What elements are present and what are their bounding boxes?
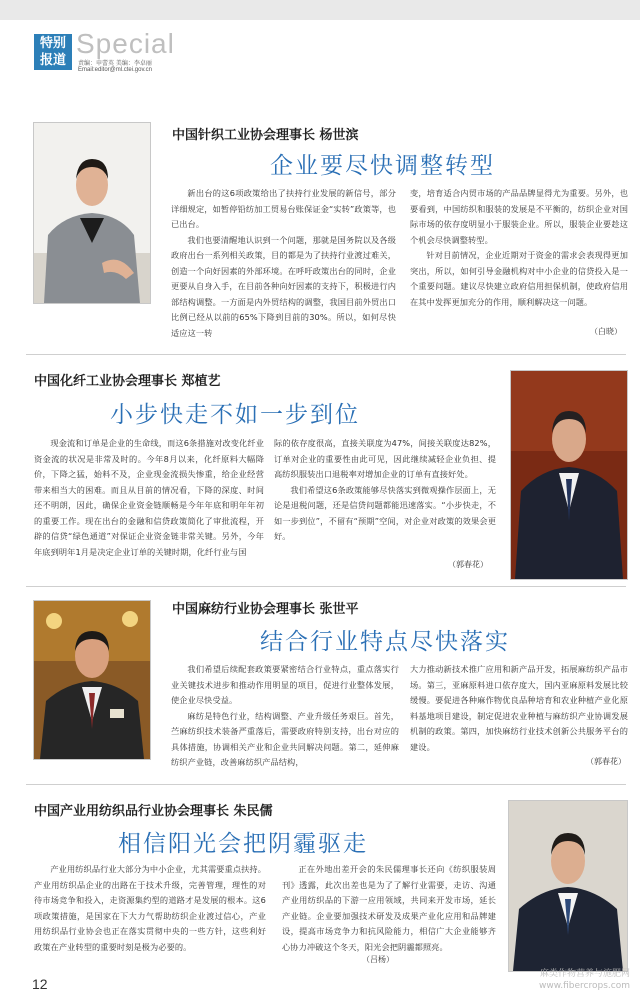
editor-email: Email:editor@ml.ctei.gov.cn: [78, 67, 153, 73]
article-headline: 结合行业特点尽快落实: [260, 629, 510, 655]
article-column-2: [282, 862, 496, 955]
paragraph: 针对目前情况，企业近期对于资金的需求会表现得更加突出，所以，如何引导金融机构对中小企业的信贷投入是一个重要问题。建议尽快建立政府信用担保机制，使政府信用在其中发挥更加充分的作用，顺利解决这一问题。: [410, 250, 628, 307]
speaker-title: 中国麻纺行业协会理事长 张世平: [172, 602, 359, 617]
article-column-1: [34, 862, 266, 955]
badge-line-2: 报道: [39, 53, 66, 68]
article-column-1: [171, 662, 399, 771]
watermark-url: www.fibercrops.com: [539, 981, 630, 991]
paragraph: 我们也要清醒地认识到一个问题，那就是国务院以及各级政府出台一系列相关政策，目的都是为了扶持行业渡过难关，创造一个向好因素的外部环境。在呼吁政策出台的同时，企业更要从自身入手，在目前各种向好因素的支持下，积极进行内部结构调整。一方面是内外贸结构的调整，我国目前外贸出口比例已经从以前的65%下降到目前的30%。所以，如何尽快适应这一转: [171, 234, 396, 338]
author-signature: （白晓）: [590, 327, 622, 336]
section-title-english: Special: [76, 28, 175, 59]
article-column-2: [274, 436, 496, 545]
site-watermark: [539, 968, 630, 992]
paragraph: 变，培育适合内贸市场的产品品牌显得尤为重要。另外，也要看到，中国纺织和服装的发展是不平衡的，纺织企业对国际市场的依存度明显小于服装企业。所以，服装企业要趁这个机会尽快调整转型。: [410, 188, 628, 245]
article-column-1: [34, 436, 264, 560]
author-signature: （郭春花）: [586, 757, 626, 766]
article-headline: 相信阳光会把阴霾驱走: [118, 831, 368, 857]
section-divider: [26, 354, 626, 355]
paragraph: 产业用纺织品行业大部分为中小企业，尤其需要重点扶持。产业用纺织品企业的出路在于技术升级，完善管理，理性的对待市场竞争和投入，走资源集约型的道路才是发展的根本。这6项政策措施，是国家在下大力气帮助纺织企业渡过信心，产业用纺织品行业协会也正在落实贯彻中央的一些方针，这些利好政策在产业转型的重要时刻是极为必要的。: [34, 864, 266, 952]
page-number: 12: [32, 976, 48, 992]
portrait-photo: [33, 600, 151, 760]
paragraph: 现金流和订单是企业的生命线，而这6条措施对改变化纤业资金流的状况是非常及时的。今年8月以来，化纤原料大幅降价，下降之猛，始料不及，企业现金流损失惨重，给企业经营带来相当大的困难。而且从目前的情况看，下降的深度、时间还不明朗，因此，确保企业资金链顺畅是今年年底和明年年初的重要工作。现在出台的金融和信贷政策简化了审批流程，开辟的信贷“绿色通道”对保证企业资金链非常关键。另外，今年年底到明年1月是决定企业订单的关键时期，化纤行业与国: [34, 438, 264, 557]
portrait-photo: [33, 122, 151, 304]
article-column-1: [171, 186, 396, 341]
paragraph: 我们希望后续配套政策要紧密结合行业特点，重点落实行业关键技术进步和推动作用明显的项目，促进行业整体发展，使企业尽快受益。: [171, 664, 399, 705]
paragraph: 我们希望这6条政策能够尽快落实到微观操作层面上，无论是退税问题，还是信贷问题都能迅速落实。“小步快走，不如一步到位”，不留有“预期”空间，对企业对政策的效果会更好。: [274, 484, 496, 541]
article-headline: 小步快走不如一步到位: [110, 402, 360, 428]
editor-credits: 责编：申蕾英 美编：李卓丽: [78, 60, 152, 67]
speaker-title: 中国产业用纺织品行业协会理事长 朱民儒: [34, 804, 273, 819]
author-signature: （郭春花）: [448, 560, 488, 569]
author-signature: （吕杨）: [362, 955, 394, 964]
paragraph: 正在外地出差开会的朱民儒理事长还向《纺织服装周刊》透露，此次出差也是为了了解行业需要，走访、沟通产业用纺织品的下游一应用领域，共同来开发市场，延长产业链。企业要加强技术研发及成果产业化应用和品牌建设，提高市场竞争力和抗风险能力，相信广大企业能够齐心协力冲破这个冬天，阳光会把阴霾都照亮。: [282, 864, 496, 952]
section-divider: [26, 784, 626, 785]
paragraph: 大力推动新技术推广应用和新产品开发，拓展麻纺织产品市场。第三，亚麻原料进口依存度大，国内亚麻原料发展比较缓慢。要促进各种麻作物优良品种培育和农业种植产业化原料基地项目建设，制定促进农业种植与麻纺织产业协调发展机制的政策。第四，加快麻纺行业技术创新公共服务平台的建设。: [410, 664, 628, 752]
article-headline: 企业要尽快调整转型: [270, 153, 495, 179]
top-bar: [0, 0, 640, 20]
speaker-title: 中国化纤工业协会理事长 郑植艺: [34, 374, 221, 389]
section-divider: [26, 586, 626, 587]
paragraph: 麻纺是特色行业，结构调整、产业升级任务艰巨。首先，苎麻纺织技术装备严重落后，需要政府特别支持，出台对应的具体措施，协调相关产业和企业共同解决问题。第二，延伸麻纺织产业链，改善麻纺织产品结构，: [171, 710, 399, 767]
speaker-title: 中国针织工业协会理事长 杨世滨: [172, 128, 359, 143]
portrait-photo: [508, 800, 628, 972]
watermark-cn: 麻类作物营养与施肥网: [539, 969, 630, 979]
portrait-photo: [510, 370, 628, 580]
section-badge: [34, 34, 72, 70]
paragraph: 新出台的这6项政策给出了扶持行业发展的新信号，部分详细规定，如暂停铅纺加工贸易台账保证金“实转”政策等，也已出台。: [171, 188, 396, 229]
article-column-2: [410, 662, 628, 755]
article-column-2: [410, 186, 628, 310]
paragraph: 际的依存度很高，直接关联度为47%，间接关联度达82%，订单对企业的重要性由此可见，因此继续减轻企业负担、提高纺织服装出口退税率对增加企业的订单有直接好处。: [274, 438, 496, 479]
badge-line-1: 特别: [39, 36, 66, 51]
